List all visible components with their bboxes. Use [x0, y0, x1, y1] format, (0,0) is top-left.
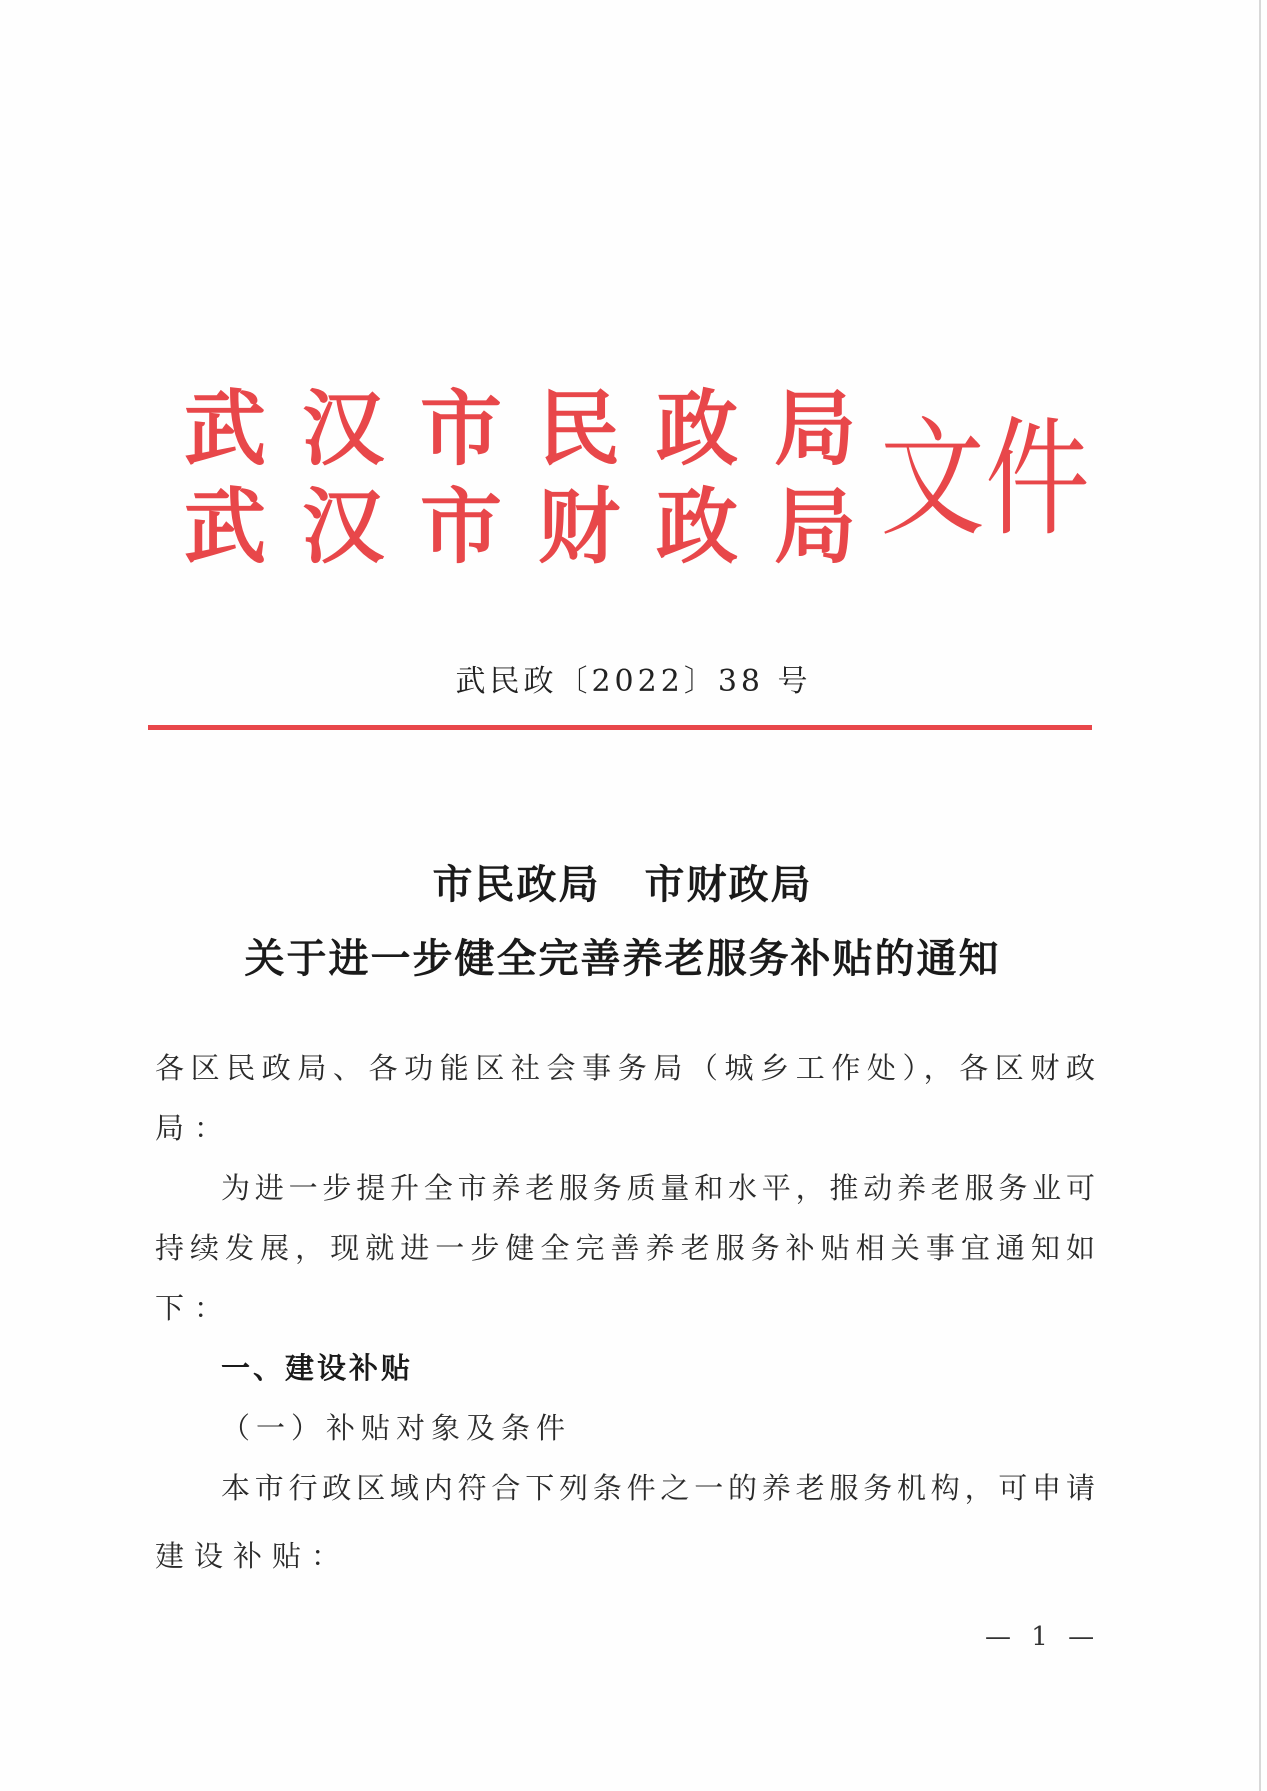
section-heading: 一、建设补贴 — [221, 1351, 414, 1385]
letterhead-char: 局 — [773, 382, 856, 477]
paragraph-line: 本市行政区域内符合下列条件之一的养老服务机构，可申请 — [221, 1471, 1095, 1505]
letterhead-char: 汉 — [301, 480, 384, 575]
title-issuer-civil-affairs: 市民政局 — [432, 862, 601, 908]
paragraph-line: 建设补贴： — [155, 1539, 351, 1573]
letterhead-char: 局 — [773, 480, 856, 575]
title-issuer-finance: 市财政局 — [644, 862, 813, 908]
addressee-line: 各区民政局、各功能区社会事务局（城乡工作处），各区财政 — [155, 1051, 1095, 1085]
letterhead-char: 汉 — [301, 382, 384, 477]
paragraph-line: 持续发展，现就进一步健全完善养老服务补贴相关事宜通知如 — [155, 1231, 1095, 1265]
paragraph-line: 下： — [155, 1291, 234, 1325]
letterhead-char: 财 — [537, 480, 620, 575]
letterhead-char: 政 — [655, 382, 738, 477]
document-title: 关于进一步健全完善养老服务补贴的通知 — [244, 936, 1001, 982]
page-edge-shadow — [1259, 0, 1261, 1791]
addressee-line: 局： — [155, 1111, 234, 1145]
letterhead-suffix: 文件 — [880, 405, 1090, 554]
red-letterhead — [180, 382, 1090, 595]
letterhead-char: 市 — [419, 480, 502, 575]
document-number: 武民政〔2022〕38 号 — [455, 664, 812, 699]
letterhead-line-finance — [180, 480, 860, 575]
letterhead-char: 民 — [537, 382, 620, 477]
letterhead-char: 武 — [183, 480, 266, 575]
letterhead-char: 政 — [655, 480, 738, 575]
letterhead-char: 武 — [183, 382, 266, 477]
letterhead-char: 市 — [419, 382, 502, 477]
paragraph-line: 为进一步提升全市养老服务质量和水平，推动养老服务业可 — [221, 1171, 1095, 1205]
subsection-heading: （一）补贴对象及条件 — [221, 1411, 572, 1445]
letterhead-line-civil-affairs — [180, 382, 860, 477]
red-divider-rule — [148, 725, 1092, 730]
title-issuers — [0, 858, 1245, 912]
page-number: — 1 — — [985, 1622, 1101, 1652]
